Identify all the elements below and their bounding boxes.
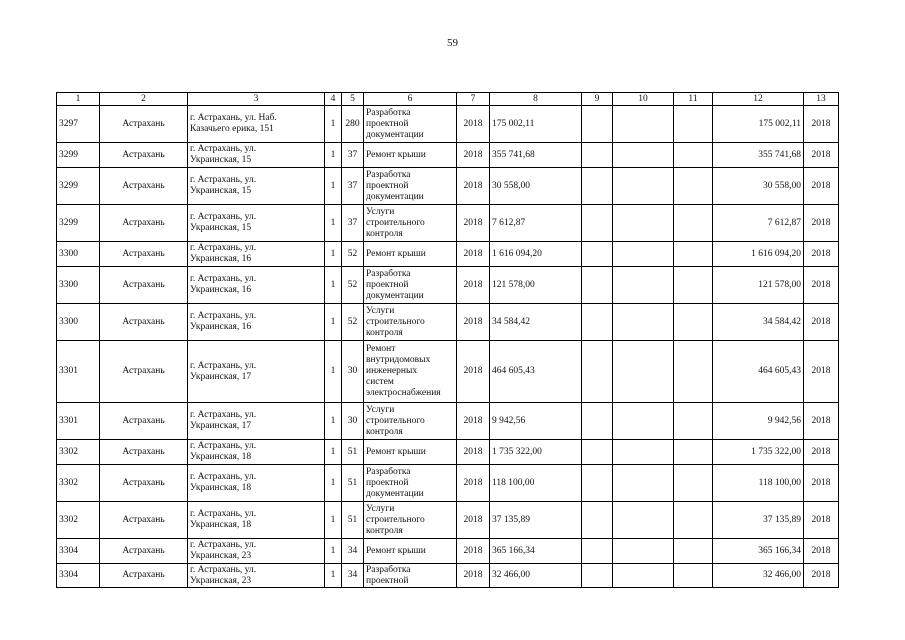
cell-year-end: 2018 bbox=[804, 539, 839, 564]
table-row bbox=[57, 564, 839, 588]
cell-col-5: 52 bbox=[342, 267, 364, 304]
cell-col-4: 1 bbox=[325, 564, 342, 588]
cell-col-4: 1 bbox=[325, 106, 342, 143]
cell-col-5: 52 bbox=[342, 304, 364, 341]
table-row bbox=[57, 242, 839, 267]
table-body bbox=[57, 106, 839, 588]
cell-col-11 bbox=[674, 539, 713, 564]
cell-house-id: 3302 bbox=[57, 465, 100, 502]
cell-col-11 bbox=[674, 205, 713, 242]
column-header: 9 bbox=[582, 93, 613, 106]
cell-amount: 34 584,42 bbox=[490, 304, 582, 341]
cell-year: 2018 bbox=[457, 341, 490, 403]
cell-col-9 bbox=[582, 106, 613, 143]
cell-total: 30 558,00 bbox=[713, 168, 804, 205]
cell-city: Астрахань bbox=[100, 465, 188, 502]
cell-total: 34 584,42 bbox=[713, 304, 804, 341]
cell-year-end: 2018 bbox=[804, 267, 839, 304]
cell-col-9 bbox=[582, 403, 613, 440]
table-row bbox=[57, 106, 839, 143]
cell-house-id: 3299 bbox=[57, 205, 100, 242]
cell-total: 175 002,11 bbox=[713, 106, 804, 143]
cell-city: Астрахань bbox=[100, 440, 188, 465]
cell-work-type: Услуги строительного контроля bbox=[364, 304, 457, 341]
cell-col-11 bbox=[674, 403, 713, 440]
cell-city: Астрахань bbox=[100, 539, 188, 564]
cell-year-end: 2018 bbox=[804, 465, 839, 502]
cell-col-11 bbox=[674, 267, 713, 304]
cell-col-4: 1 bbox=[325, 465, 342, 502]
cell-amount: 118 100,00 bbox=[490, 465, 582, 502]
cell-col-9 bbox=[582, 502, 613, 539]
cell-col-9 bbox=[582, 539, 613, 564]
cell-col-9 bbox=[582, 267, 613, 304]
cell-work-type: Ремонт крыши bbox=[364, 440, 457, 465]
column-header: 3 bbox=[188, 93, 325, 106]
cell-work-type: Услуги строительного контроля bbox=[364, 502, 457, 539]
cell-address: г. Астрахань, ул. Украинская, 15 bbox=[188, 205, 325, 242]
cell-house-id: 3299 bbox=[57, 168, 100, 205]
cell-year-end: 2018 bbox=[804, 168, 839, 205]
cell-col-9 bbox=[582, 304, 613, 341]
cell-amount: 365 166,34 bbox=[490, 539, 582, 564]
cell-year: 2018 bbox=[457, 242, 490, 267]
cell-col-10 bbox=[613, 440, 674, 465]
cell-col-10 bbox=[613, 205, 674, 242]
cell-city: Астрахань bbox=[100, 304, 188, 341]
cell-col-4: 1 bbox=[325, 440, 342, 465]
cell-col-10 bbox=[613, 341, 674, 403]
table-row bbox=[57, 539, 839, 564]
cell-amount: 175 002,11 bbox=[490, 106, 582, 143]
column-header: 2 bbox=[100, 93, 188, 106]
cell-city: Астрахань bbox=[100, 168, 188, 205]
cell-house-id: 3304 bbox=[57, 539, 100, 564]
cell-col-11 bbox=[674, 106, 713, 143]
cell-col-5: 30 bbox=[342, 403, 364, 440]
register-table bbox=[56, 92, 839, 588]
cell-col-9 bbox=[582, 242, 613, 267]
cell-col-5: 37 bbox=[342, 168, 364, 205]
cell-col-10 bbox=[613, 106, 674, 143]
column-header: 11 bbox=[674, 93, 713, 106]
cell-amount: 30 558,00 bbox=[490, 168, 582, 205]
cell-house-id: 3302 bbox=[57, 440, 100, 465]
cell-address: г. Астрахань, ул. Украинская, 16 bbox=[188, 304, 325, 341]
cell-address: г. Астрахань, ул. Украинская, 23 bbox=[188, 564, 325, 588]
cell-col-9 bbox=[582, 341, 613, 403]
cell-total: 9 942,56 bbox=[713, 403, 804, 440]
cell-col-9 bbox=[582, 465, 613, 502]
cell-total: 118 100,00 bbox=[713, 465, 804, 502]
cell-col-10 bbox=[613, 267, 674, 304]
cell-house-id: 3300 bbox=[57, 242, 100, 267]
cell-col-5: 51 bbox=[342, 502, 364, 539]
cell-total: 355 741,68 bbox=[713, 143, 804, 168]
cell-total: 365 166,34 bbox=[713, 539, 804, 564]
column-header: 10 bbox=[613, 93, 674, 106]
cell-year-end: 2018 bbox=[804, 440, 839, 465]
table-row bbox=[57, 304, 839, 341]
cell-address: г. Астрахань, ул. Украинская, 15 bbox=[188, 168, 325, 205]
page-number: 59 bbox=[447, 37, 458, 49]
cell-col-11 bbox=[674, 502, 713, 539]
cell-col-9 bbox=[582, 168, 613, 205]
cell-year-end: 2018 bbox=[804, 242, 839, 267]
table-row bbox=[57, 440, 839, 465]
cell-year: 2018 bbox=[457, 502, 490, 539]
table-row bbox=[57, 267, 839, 304]
cell-work-type: Ремонт крыши bbox=[364, 539, 457, 564]
cell-col-9 bbox=[582, 143, 613, 168]
cell-col-10 bbox=[613, 502, 674, 539]
cell-col-11 bbox=[674, 341, 713, 403]
cell-col-10 bbox=[613, 403, 674, 440]
cell-work-type: Разработка проектной документации bbox=[364, 465, 457, 502]
cell-col-5: 51 bbox=[342, 465, 364, 502]
table-row bbox=[57, 403, 839, 440]
cell-work-type: Услуги строительного контроля bbox=[364, 403, 457, 440]
cell-amount: 464 605,43 bbox=[490, 341, 582, 403]
cell-total: 7 612,87 bbox=[713, 205, 804, 242]
cell-year-end: 2018 bbox=[804, 403, 839, 440]
cell-col-4: 1 bbox=[325, 267, 342, 304]
cell-year: 2018 bbox=[457, 304, 490, 341]
cell-city: Астрахань bbox=[100, 341, 188, 403]
cell-col-5: 37 bbox=[342, 143, 364, 168]
cell-col-11 bbox=[674, 242, 713, 267]
cell-total: 464 605,43 bbox=[713, 341, 804, 403]
cell-amount: 1 616 094,20 bbox=[490, 242, 582, 267]
cell-year: 2018 bbox=[457, 143, 490, 168]
column-header: 5 bbox=[342, 93, 364, 106]
cell-col-11 bbox=[674, 564, 713, 588]
cell-year: 2018 bbox=[457, 440, 490, 465]
cell-year-end: 2018 bbox=[804, 304, 839, 341]
cell-work-type: Разработка проектной bbox=[364, 564, 457, 588]
column-header: 1 bbox=[57, 93, 100, 106]
cell-col-4: 1 bbox=[325, 502, 342, 539]
cell-address: г. Астрахань, ул. Украинская, 23 bbox=[188, 539, 325, 564]
table-row bbox=[57, 143, 839, 168]
cell-col-5: 280 bbox=[342, 106, 364, 143]
cell-total: 121 578,00 bbox=[713, 267, 804, 304]
cell-house-id: 3299 bbox=[57, 143, 100, 168]
cell-col-11 bbox=[674, 168, 713, 205]
cell-col-5: 52 bbox=[342, 242, 364, 267]
cell-col-9 bbox=[582, 205, 613, 242]
cell-address: г. Астрахань, ул. Наб. Казачьего ерика, 151 bbox=[188, 106, 325, 143]
cell-col-4: 1 bbox=[325, 304, 342, 341]
cell-col-10 bbox=[613, 242, 674, 267]
cell-house-id: 3300 bbox=[57, 267, 100, 304]
cell-year-end: 2018 bbox=[804, 502, 839, 539]
cell-col-5: 34 bbox=[342, 539, 364, 564]
cell-amount: 37 135,89 bbox=[490, 502, 582, 539]
cell-col-10 bbox=[613, 564, 674, 588]
cell-house-id: 3302 bbox=[57, 502, 100, 539]
cell-work-type: Ремонт крыши bbox=[364, 242, 457, 267]
cell-col-4: 1 bbox=[325, 403, 342, 440]
cell-col-4: 1 bbox=[325, 205, 342, 242]
cell-col-10 bbox=[613, 539, 674, 564]
cell-col-11 bbox=[674, 440, 713, 465]
cell-total: 32 466,00 bbox=[713, 564, 804, 588]
cell-house-id: 3301 bbox=[57, 403, 100, 440]
cell-year: 2018 bbox=[457, 205, 490, 242]
cell-col-5: 30 bbox=[342, 341, 364, 403]
cell-col-11 bbox=[674, 304, 713, 341]
cell-address: г. Астрахань, ул. Украинская, 17 bbox=[188, 403, 325, 440]
cell-address: г. Астрахань, ул. Украинская, 15 bbox=[188, 143, 325, 168]
cell-col-10 bbox=[613, 465, 674, 502]
cell-amount: 7 612,87 bbox=[490, 205, 582, 242]
cell-city: Астрахань bbox=[100, 403, 188, 440]
column-header: 12 bbox=[713, 93, 804, 106]
column-header: 7 bbox=[457, 93, 490, 106]
cell-year-end: 2018 bbox=[804, 205, 839, 242]
cell-city: Астрахань bbox=[100, 143, 188, 168]
cell-col-4: 1 bbox=[325, 143, 342, 168]
cell-year: 2018 bbox=[457, 168, 490, 205]
cell-year-end: 2018 bbox=[804, 341, 839, 403]
cell-year-end: 2018 bbox=[804, 143, 839, 168]
cell-col-9 bbox=[582, 564, 613, 588]
cell-col-10 bbox=[613, 168, 674, 205]
table-row bbox=[57, 168, 839, 205]
column-header: 8 bbox=[490, 93, 582, 106]
table-row bbox=[57, 502, 839, 539]
cell-city: Астрахань bbox=[100, 205, 188, 242]
cell-total: 37 135,89 bbox=[713, 502, 804, 539]
cell-total: 1 616 094,20 bbox=[713, 242, 804, 267]
table-row bbox=[57, 341, 839, 403]
cell-house-id: 3301 bbox=[57, 341, 100, 403]
table-row bbox=[57, 205, 839, 242]
cell-work-type: Разработка проектной документации bbox=[364, 106, 457, 143]
cell-address: г. Астрахань, ул. Украинская, 16 bbox=[188, 242, 325, 267]
cell-year: 2018 bbox=[457, 106, 490, 143]
cell-col-10 bbox=[613, 304, 674, 341]
cell-work-type: Ремонт внутридомовых инженерных систем электроснабжения bbox=[364, 341, 457, 403]
cell-col-4: 1 bbox=[325, 242, 342, 267]
cell-amount: 32 466,00 bbox=[490, 564, 582, 588]
cell-city: Астрахань bbox=[100, 564, 188, 588]
column-header: 6 bbox=[364, 93, 457, 106]
cell-col-11 bbox=[674, 143, 713, 168]
cell-year: 2018 bbox=[457, 267, 490, 304]
cell-col-4: 1 bbox=[325, 539, 342, 564]
cell-city: Астрахань bbox=[100, 267, 188, 304]
cell-work-type: Разработка проектной документации bbox=[364, 267, 457, 304]
cell-address: г. Астрахань, ул. Украинская, 16 bbox=[188, 267, 325, 304]
cell-year: 2018 bbox=[457, 564, 490, 588]
cell-col-10 bbox=[613, 143, 674, 168]
cell-work-type: Разработка проектной документации bbox=[364, 168, 457, 205]
cell-address: г. Астрахань, ул. Украинская, 18 bbox=[188, 502, 325, 539]
cell-col-11 bbox=[674, 465, 713, 502]
cell-amount: 355 741,68 bbox=[490, 143, 582, 168]
cell-col-5: 37 bbox=[342, 205, 364, 242]
cell-amount: 1 735 322,00 bbox=[490, 440, 582, 465]
cell-col-5: 34 bbox=[342, 564, 364, 588]
cell-col-4: 1 bbox=[325, 341, 342, 403]
cell-city: Астрахань bbox=[100, 106, 188, 143]
cell-col-9 bbox=[582, 440, 613, 465]
cell-col-4: 1 bbox=[325, 168, 342, 205]
cell-amount: 121 578,00 bbox=[490, 267, 582, 304]
cell-address: г. Астрахань, ул. Украинская, 18 bbox=[188, 440, 325, 465]
cell-total: 1 735 322,00 bbox=[713, 440, 804, 465]
cell-house-id: 3300 bbox=[57, 304, 100, 341]
cell-work-type: Ремонт крыши bbox=[364, 143, 457, 168]
cell-address: г. Астрахань, ул. Украинская, 17 bbox=[188, 341, 325, 403]
cell-work-type: Услуги строительного контроля bbox=[364, 205, 457, 242]
cell-year: 2018 bbox=[457, 403, 490, 440]
cell-year-end: 2018 bbox=[804, 564, 839, 588]
table-row bbox=[57, 465, 839, 502]
cell-city: Астрахань bbox=[100, 242, 188, 267]
cell-year: 2018 bbox=[457, 539, 490, 564]
cell-amount: 9 942,56 bbox=[490, 403, 582, 440]
cell-address: г. Астрахань, ул. Украинская, 18 bbox=[188, 465, 325, 502]
column-header: 4 bbox=[325, 93, 342, 106]
cell-year: 2018 bbox=[457, 465, 490, 502]
cell-city: Астрахань bbox=[100, 502, 188, 539]
cell-col-5: 51 bbox=[342, 440, 364, 465]
cell-house-id: 3297 bbox=[57, 106, 100, 143]
column-number-row bbox=[57, 93, 839, 106]
cell-house-id: 3304 bbox=[57, 564, 100, 588]
cell-year-end: 2018 bbox=[804, 106, 839, 143]
column-header: 13 bbox=[804, 93, 839, 106]
